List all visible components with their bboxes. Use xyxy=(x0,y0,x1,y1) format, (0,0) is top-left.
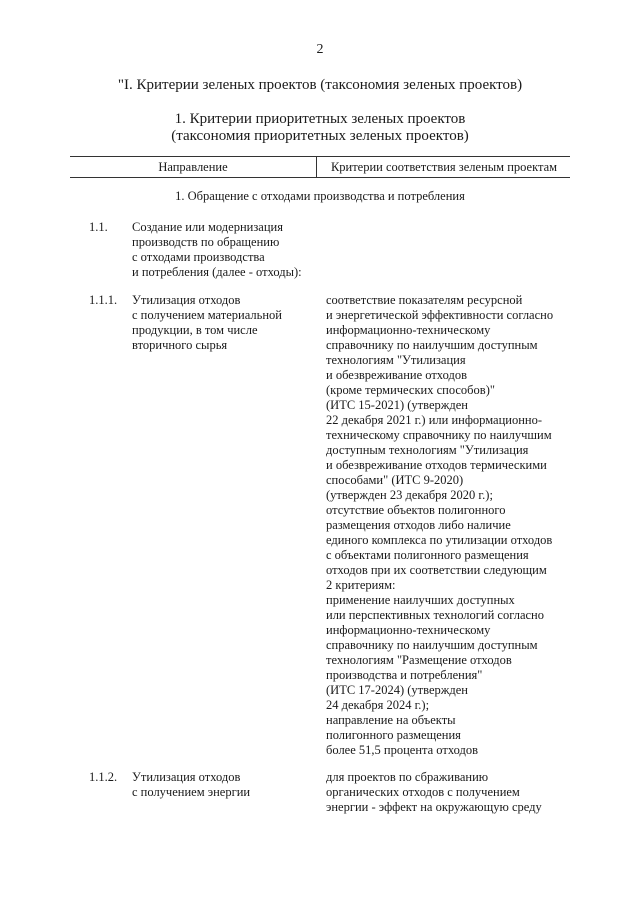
page-number: 2 xyxy=(316,42,324,57)
subtitle: 1. Критерии приоритетных зеленых проектов (таксономия приоритетных зеленых проектов) xyxy=(171,111,469,144)
row-criteria: соответствие показателям ресурсной и энергетической эффективности согласно информационно-техническому справочнику по наилучшим доступным технологиям "Утилизация и обезвреживание отходов (кроме термических способов)" (ИТС 15-2021) (утвержден 22 декабря 2021 г.) или информационно- техническому справочнику по наилучшим доступным технологиям "Утилизация и обезвреживание отходов термическими способами" (ИТС 9-2020) (утвержден 23 декабря 2020 г.); отсутствие объектов полигонного размещения отходов либо наличие единого комплекса по утилизации отходов с объектами полигонного размещения отходов при их соответствии следующим 2 критериям: применение наилучших доступных или перспективных технологий согласно информационно-техническому справочнику по наилучшим доступным технологиям "Размещение отходов производства и потребления" (ИТС 17-2024) (утвержден 24 декабря 2024 г.); направление на объекты полигонного размещения более 51,5 процента отходов xyxy=(326,293,554,757)
document-title: "I. Критерии зеленых проектов (таксономия зеленых проектов) xyxy=(117,77,523,93)
row-direction: Утилизация отходов с получением энергии xyxy=(132,770,251,799)
row-direction: Создание или модернизация производств по обращению с отходами производства и потребления (далее - отходы): xyxy=(132,220,302,279)
row-direction: Утилизация отходов с получением материальной продукции, в том числе вторичного сырья xyxy=(132,293,282,352)
row-criteria: для проектов по сбраживанию органических отходов с получением энергии - эффект на окружающую среду xyxy=(326,770,542,814)
header-divider xyxy=(316,157,317,177)
section-heading: 1. Обращение с отходами производства и потребления xyxy=(175,189,465,203)
table-header xyxy=(70,156,570,178)
row-number: 1.1. xyxy=(89,220,108,234)
header-direction: Направление xyxy=(158,160,228,174)
row-number: 1.1.1. xyxy=(89,293,118,307)
row-number: 1.1.2. xyxy=(89,770,118,784)
header-criteria: Критерии соответствия зеленым проектам xyxy=(330,160,558,174)
